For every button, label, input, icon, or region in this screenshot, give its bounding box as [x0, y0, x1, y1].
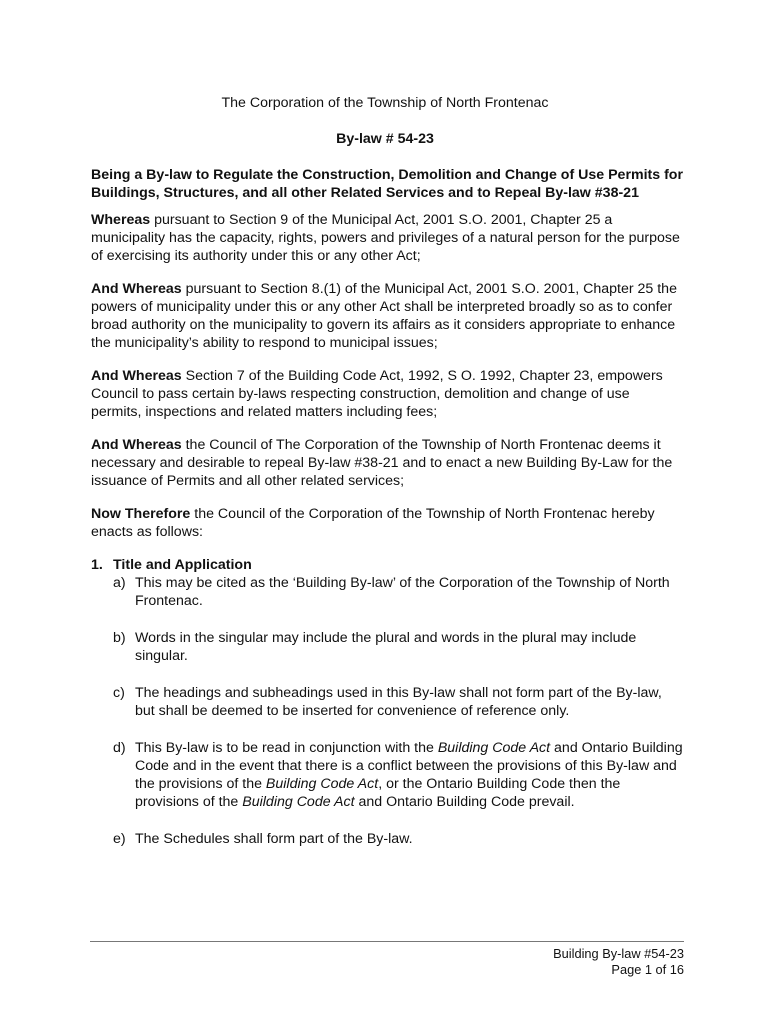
recital-text: pursuant to Section 8.(1) of the Municipal Act, 2001 S.O. 2001, Chapter 25 the powers of municipality under this or any other Act shall be interpreted broadly so as to confer broad authority on the municipality to govern its affairs as it considers appropriate to enhance the municipality’s ability to respond to municipal issues; [91, 281, 677, 351]
recital-text: the Council of the Corporation of the Township of North Frontenac hereby enacts as follows: [91, 506, 655, 540]
footer-doc-name: Building By-law #54-23 [553, 946, 684, 961]
text-run: This By-law is to be read in conjunction with the [135, 740, 438, 756]
act-name: Building Code Act [437, 740, 551, 756]
section-number: 1. [91, 557, 103, 573]
recital-lead: And Whereas [91, 437, 182, 453]
list-item [113, 574, 683, 610]
item-text [135, 739, 683, 811]
text-run: , or the Ontario Building Code then the provisions of the [135, 776, 621, 810]
item-text: This may be cited as the ‘Building By-law’ of the Corporation of the Township of North Frontenac. [135, 575, 670, 609]
act-name: Building Code Act [242, 794, 355, 810]
footer-divider [90, 941, 684, 942]
recital-text: pursuant to Section 9 of the Municipal Act, 2001 S.O. 2001, Chapter 25 a municipality has the capacity, rights, powers and privileges of a natural person for the purpose of exercising its authority under this or any other Act; [91, 212, 680, 264]
bylaw-number: By-law # 54-23 [336, 131, 434, 147]
recital-lead: Now Therefore [91, 506, 191, 522]
recital-whereas [91, 211, 683, 265]
recital-lead: Whereas [91, 212, 151, 228]
corporation-name: The Corporation of the Township of North Frontenac [221, 95, 549, 111]
item-label: d) [113, 740, 126, 756]
act-name: Building Code Act [265, 776, 379, 792]
page-footer [384, 946, 684, 978]
item-text: The Schedules shall form part of the By-law. [135, 831, 413, 847]
recital-text: Section 7 of the Building Code Act, 1992, S O. 1992, Chapter 23, empowers Council to pass certain by-laws respecting construction, demolition and change of use permits, inspections and related matters including fees; [91, 368, 663, 420]
recital-lead: And Whereas [91, 281, 182, 297]
section-1-heading [91, 556, 683, 574]
text-run: and Ontario Building Code prevail. [354, 794, 575, 810]
item-text: Words in the singular may include the plural and words in the plural may include singular. [135, 630, 637, 664]
recital-text: the Council of The Corporation of the Township of North Frontenac deems it necessary and desirable to repeal By-law #38-21 and to enact a new Building By-Law for the issuance of Permits and all other related services; [91, 437, 673, 489]
item-label: c) [113, 685, 125, 701]
item-text: The headings and subheadings used in this By-law shall not form part of the By-law, but shall be deemed to be inserted for convenience of reference only. [135, 685, 662, 719]
document-body [91, 166, 683, 867]
bylaw-title: Being a By-law to Regulate the Construction, Demolition and Change of Use Permits for Buildings, Structures, and all other Related Services and to Repeal By-law #38-21 [91, 167, 683, 201]
recital-and-whereas-2 [91, 367, 683, 421]
item-label: a) [113, 575, 126, 591]
recital-and-whereas-3 [91, 436, 683, 490]
recital-now-therefore [91, 505, 683, 541]
list-item [113, 629, 683, 665]
item-label: e) [113, 831, 126, 847]
section-title: Title and Application [113, 557, 252, 573]
item-label: b) [113, 630, 126, 646]
recital-and-whereas-1 [91, 280, 683, 352]
list-item [113, 684, 683, 720]
recital-lead: And Whereas [91, 368, 182, 384]
footer-page-number: Page 1 of 16 [611, 962, 684, 977]
section-1-items [91, 574, 683, 848]
text-run: and Ontario Building Code and in the event that there is a conflict between the provisions of this By-law and the provisions of the [135, 740, 683, 792]
list-item [113, 739, 683, 811]
list-item [113, 830, 683, 848]
